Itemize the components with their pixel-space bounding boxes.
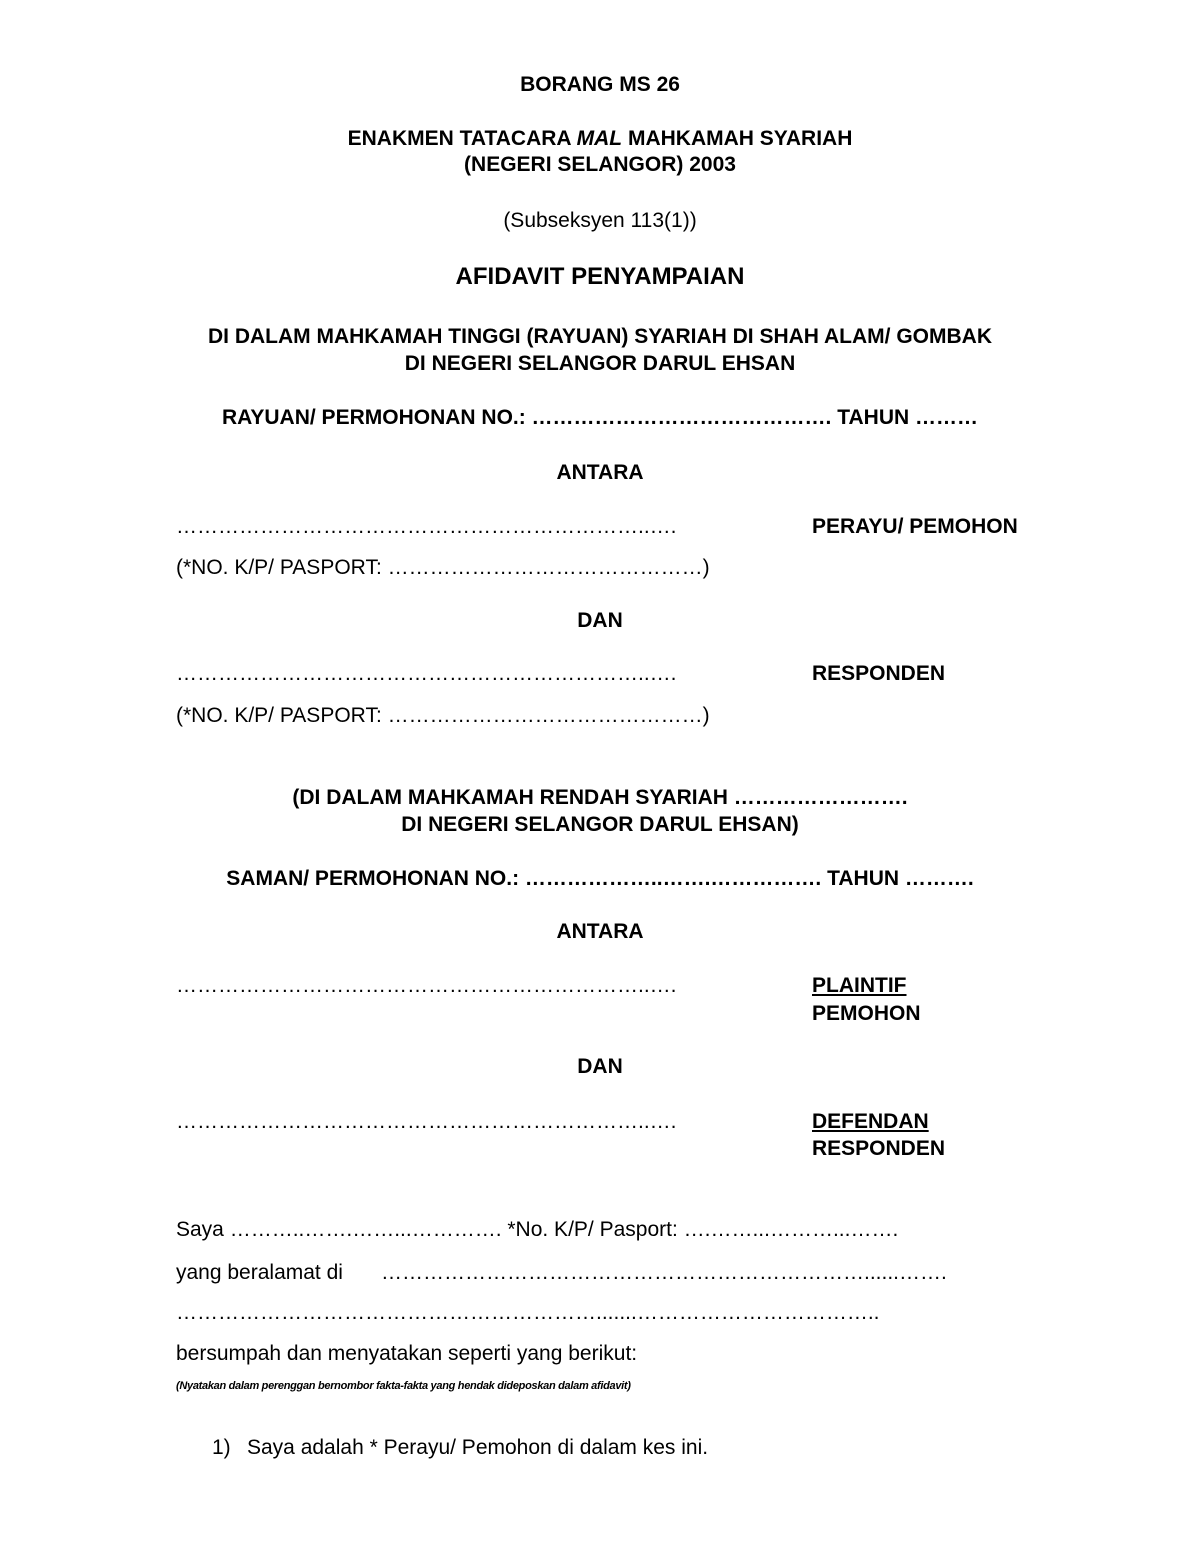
enactment-title-part-b: MAHKAMAH SYARIAH xyxy=(622,127,853,150)
appeal-case-number: RAYUAN/ PERMOHONAN NO.: ……………………………………. TAHUN ……… xyxy=(221,406,978,429)
respondent-id-line: (*NO. K/P/ PASPORT: ………………………………………) xyxy=(176,704,710,727)
plaintiff-role: PLAINTIF xyxy=(812,974,907,997)
swear-statement: bersumpah dan menyatakan seperti yang berikut: xyxy=(176,1342,638,1365)
address-blank: ……………………………………………………………......……. xyxy=(381,1261,947,1284)
enactment-title-line2: (NEGERI SELANGOR) 2003 xyxy=(464,153,736,176)
defendant-name-blank: …………………………………………………………..…. xyxy=(176,1110,677,1133)
item-1-number: 1) xyxy=(212,1436,231,1459)
instruction-note: (Nyatakan dalam perenggan bernombor fakta-fakta yang hendak dideposkan dalam afidavit) xyxy=(176,1380,631,1392)
appellant-id-line: (*NO. K/P/ PASPORT: ………………………………………) xyxy=(176,556,710,579)
plaintiff-name-blank: …………………………………………………………..…. xyxy=(176,974,677,997)
defendant-role: DEFENDAN xyxy=(812,1110,929,1133)
enactment-title-italic: MAL xyxy=(576,127,623,150)
address-label: yang beralamat di xyxy=(176,1261,343,1284)
respondent-name-blank: …………………………………………………………..…. xyxy=(176,662,677,685)
lower-between-label: ANTARA xyxy=(556,920,644,943)
lower-and-label: DAN xyxy=(577,1055,623,1078)
appeal-court-line1: DI DALAM MAHKAMAH TINGGI (RAYUAN) SYARIAH DI SHAH ALAM/ GOMBAK xyxy=(208,325,992,348)
applicant-role: PEMOHON xyxy=(812,1002,921,1025)
appellant-name-blank: …………………………………………………………..…. xyxy=(176,515,677,538)
document-title: AFIDAVIT PENYAMPAIAN xyxy=(455,263,745,290)
address-blank-2: …………………………………………………….......…………………………….. xyxy=(176,1301,880,1324)
lower-case-number: SAMAN/ PERMOHONAN NO.: ………………..…….……………. TAHUN ………. xyxy=(226,867,974,890)
appeal-court-line2: DI NEGERI SELANGOR DARUL EHSAN xyxy=(404,352,796,375)
form-code: BORANG MS 26 xyxy=(520,73,680,96)
lower-court-line2: DI NEGERI SELANGOR DARUL EHSAN) xyxy=(401,813,799,836)
enactment-title-part-a: ENAKMEN TATACARA xyxy=(347,127,577,150)
lower-respondent-role: RESPONDEN xyxy=(812,1137,946,1160)
subsection-reference: (Subseksyen 113(1)) xyxy=(503,209,697,232)
lower-court-line1: (DI DALAM MAHKAMAH RENDAH SYARIAH ……………………. xyxy=(292,786,908,809)
enactment-title-line1 xyxy=(0,128,1200,149)
item-1-text: Saya adalah * Perayu/ Pemohon di dalam kes ini. xyxy=(247,1436,709,1459)
appellant-role: PERAYU/ PEMOHON xyxy=(812,515,1018,538)
appeal-between-label: ANTARA xyxy=(556,461,644,484)
declarant-line: Saya ………..…….……...…………. *No. K/P/ Pasport: ….……...………...……. xyxy=(176,1218,899,1241)
appeal-and-label: DAN xyxy=(577,609,623,632)
respondent-role: RESPONDEN xyxy=(812,662,946,685)
